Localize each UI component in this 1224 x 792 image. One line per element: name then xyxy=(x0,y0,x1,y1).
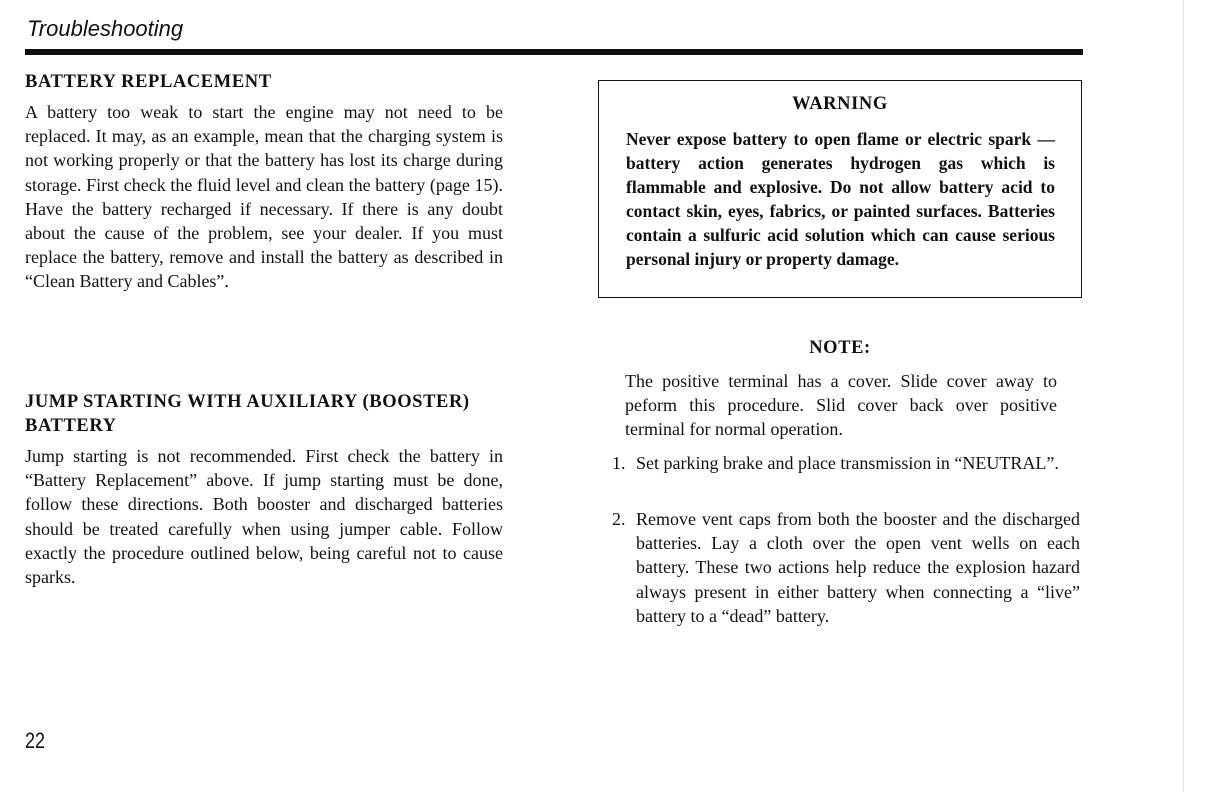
jump-starting-body: Jump starting is not recommended. First check the battery in “Battery Replacement” above. If jump starting must be done, follow these directions. Both booster and discharged batteries should be treated carefully when using jumper cable. Follow exactly the procedure outlined below, being careful not to cause sparks. xyxy=(25,446,503,588)
step-item xyxy=(612,507,1080,628)
jump-starting-section xyxy=(25,390,503,589)
battery-replacement-body: A battery too weak to start the engine may not need to be replaced. It may, as an example, mean that the charging system is not working properly or that the battery has lost its charge during storage. First check the fluid level and clean the battery (page 15). Have the battery recharged if necessary. If there is any doubt about the cause of the problem, see your dealer. If you must replace the battery, remove and install the battery as described in “Clean Battery and Cables”. xyxy=(25,102,503,292)
warning-body: Never expose battery to open flame or electric spark — battery action generates hydrogen gas which is flammable and explosive. Do not allow battery acid to contact skin, eyes, fabrics, or painted surfaces. Batteries contain a sulfuric acid solution which can cause serious personal injury or property damage. xyxy=(626,129,1055,269)
jump-starting-heading: JUMP STARTING WITH AUXILIARY (BOOSTER) BATTERY xyxy=(25,392,470,436)
warning-title: WARNING xyxy=(792,94,888,114)
step-number: 2. xyxy=(612,509,626,529)
step-text: Set parking brake and place transmission in “NEUTRAL”. xyxy=(636,453,1059,473)
page-number: 22 xyxy=(25,728,46,753)
note-body: The positive terminal has a cover. Slide cover away to peform this procedure. Slid cover back over positive terminal for normal operation. xyxy=(625,371,1057,440)
warning-box xyxy=(598,80,1082,298)
step-text: Remove vent caps from both the booster and the discharged batteries. Lay a cloth over the open vent wells on each battery. These two actions help reduce the explosion hazard always present in either battery when connecting a “live” battery to a “dead” battery. xyxy=(636,509,1080,626)
header-rule xyxy=(25,49,1083,55)
battery-replacement-heading: BATTERY REPLACEMENT xyxy=(25,72,272,92)
page-header-title: Troubleshooting xyxy=(27,16,184,41)
step-item xyxy=(612,451,1080,475)
page-edge-line xyxy=(1183,0,1184,792)
step-number: 1. xyxy=(612,453,626,473)
battery-replacement-section xyxy=(25,70,503,294)
note-title: NOTE: xyxy=(809,338,871,358)
